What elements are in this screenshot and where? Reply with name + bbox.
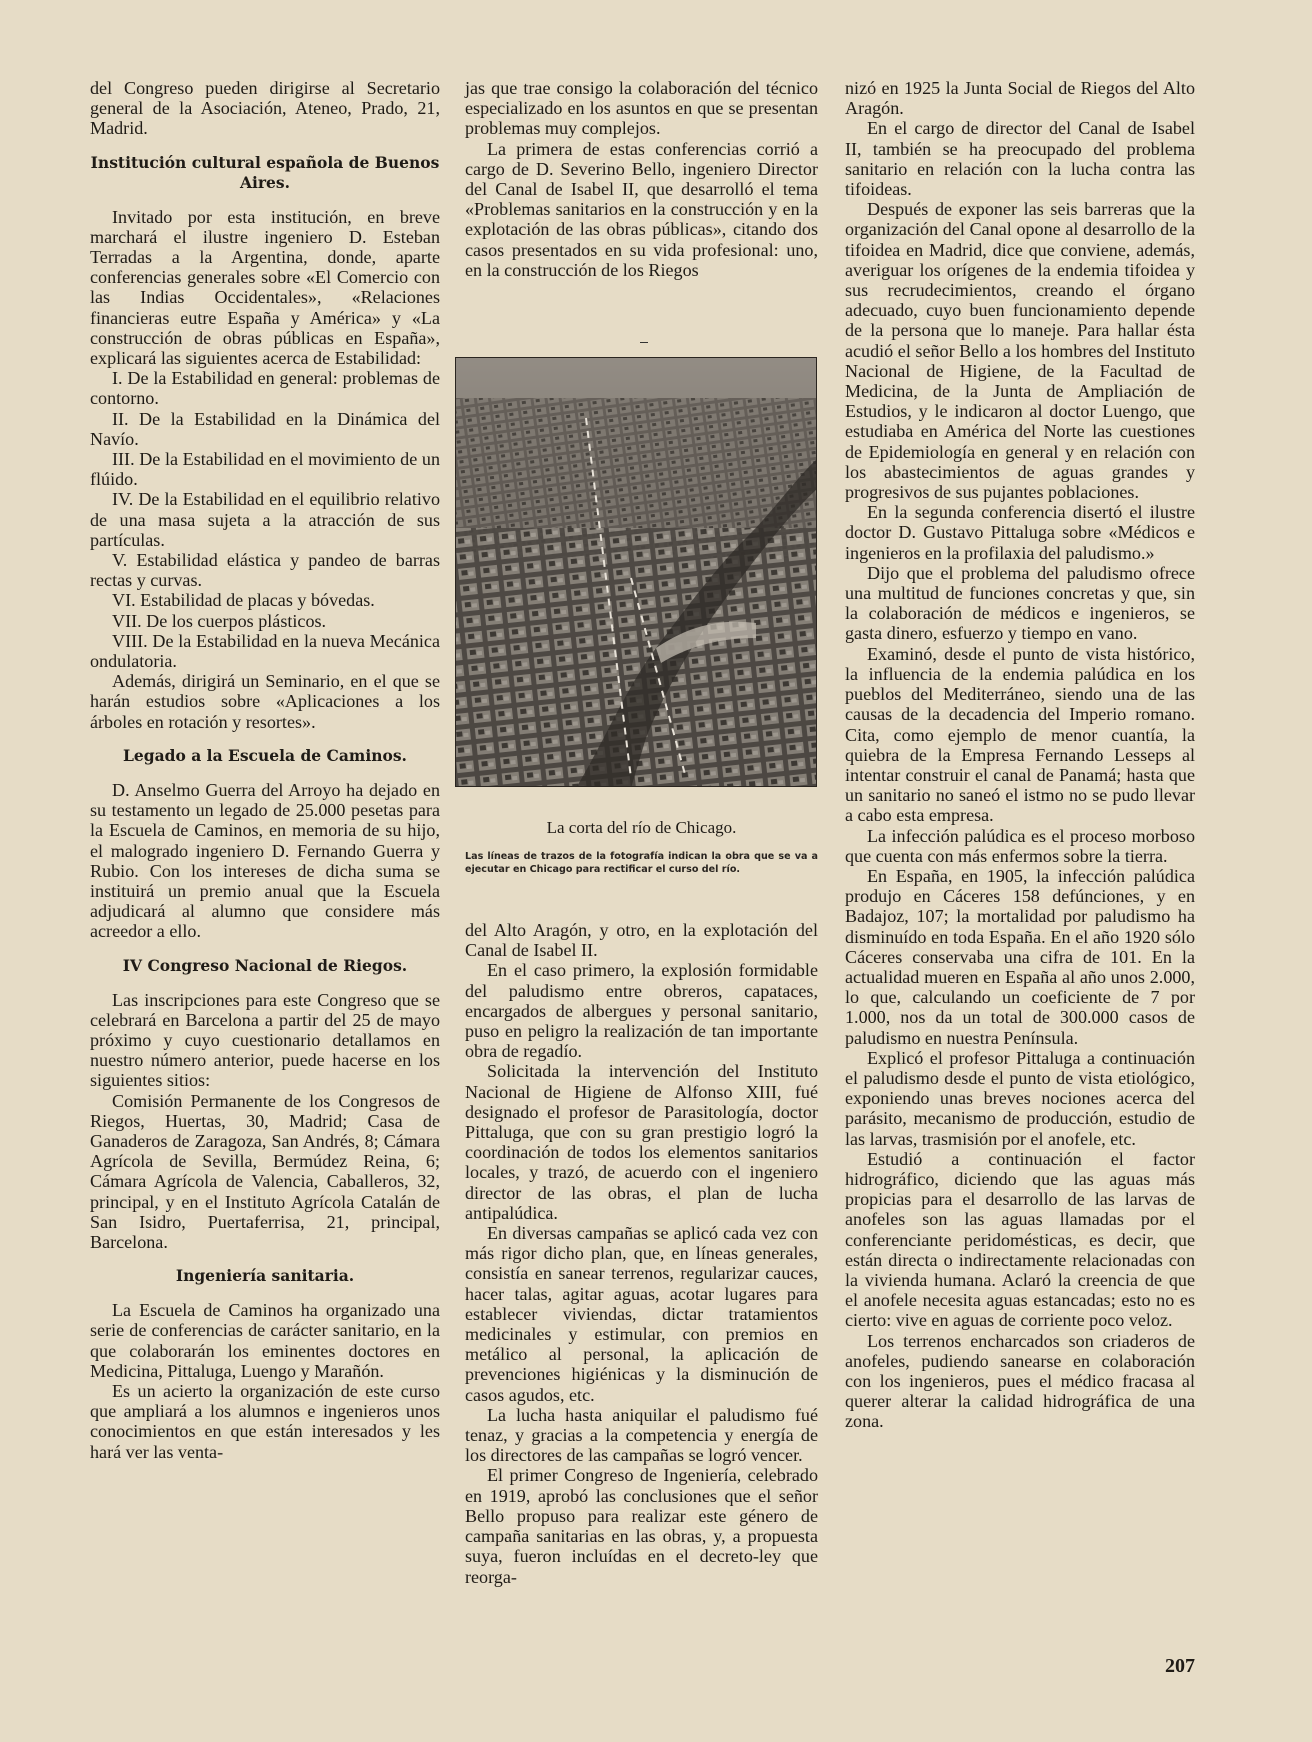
paragraph: Examinó, desde el punto de vista histórico, la influencia de la endemia palúdica en los pueblos del Mediterráneo, siendo una de las causas de la decadencia del Imperio romano. Cita, como ejemplo de menor cuantía, la quiebra de la Empresa Fernando Lesseps al intentar construir el canal de Panamá; hasta que un sanitario no saneó el istmo no se pudo llevar a cabo esta empresa. xyxy=(845,643,1195,826)
paragraph: Además, dirigirá un Seminario, en el que se harán estudios sobre «Aplicaciones a los árboles en rotación y resortes». xyxy=(90,671,440,732)
page-number: 207 xyxy=(1165,1655,1195,1677)
paragraph: Invitado por esta institución, en breve marchará el ilustre ingeniero D. Esteban Terradas a la Argentina, donde, aparte conferencias generales sobre «El Comercio con las Indias Occidentales», «Relaciones financieras eutre España y América» y «La construcción de obras públicas en España», explicará las siguientes acerca de Estabilidad: xyxy=(90,206,440,369)
list-item: VII. De los cuerpos plásticos. xyxy=(112,610,327,631)
paragraph: D. Anselmo Guerra del Arroyo ha dejado en su testamento un legado de 25.000 pesetas para la Escuela de Caminos, en memoria de su hijo, el malogrado ingeniero D. Fernando Guerra y Rubio. Con los intereses de dicha suma se instituirá un premio anual que la Escuela adjudicará al alumno que considere más acreedor a ello. xyxy=(90,779,440,942)
paragraph: En la segunda conferencia disertó el ilustre doctor D. Gustavo Pittaluga sobre «Médicos e ingenieros en la profilaxia del paludismo.» xyxy=(845,502,1195,563)
section-heading: Ingeniería sanitaria. xyxy=(175,1266,355,1286)
paragraph: Las inscripciones para este Congreso que se celebrará en Barcelona a partir del 25 de mayo próximo y cuyo cuestionario detallamos en nuestro número anterior, puede hacerse en los siguientes sitios: xyxy=(90,989,440,1091)
paragraph: jas que trae consigo la colaboración del técnico especializado en los asuntos en que se presentan problemas muy complejos. xyxy=(465,78,818,139)
paragraph: La primera de estas conferencias corrió a cargo de D. Severino Bello, ingeniero Director del Canal de Isabel II, que desarrolló el tema «Problemas sanitarios en la construcción y en la explotación de las obras públicas», citando dos casos presentados en su vida profesional: uno, en la construcción de los Riegos xyxy=(465,138,818,280)
paragraph: Después de exponer las seis barreras que la organización del Canal opone al desarrollo de la tifoidea en Madrid, dice que conviene, además, averiguar los orígenes de la endemia tifoidea y sus recrudecimientos, creando el órgano adecuado, cuyo buen funcionamiento depende de la persona que lo maneje. Para hallar ésta acudió el señor Bello a los hombres del Instituto Nacional de Higiene, de la Facultad de Medicina, de la Junta de Ampliación de Estudios, y le indicaron al doctor Luengo, que estudiaba en América del Norte las cuestiones de Epidemiología en general y en relación con los abastecimientos de aguas grandes y progresivos de sus pujantes poblaciones. xyxy=(845,199,1195,503)
column-2-continuation xyxy=(465,920,818,1587)
paragraph: En diversas campañas se aplicó cada vez con más rigor dicho plan, que, en líneas generales, consistía en sanear terrenos, regularizar cauces, hacer talas, agitar aguas, acotar lugares para establecer viviendas, dictar tratamientos medicinales y estimular, con premios en metálico al personal, la aplicación de prevenciones higiénicas y la disminución de casos agudos, etc. xyxy=(465,1223,818,1405)
column-1 xyxy=(90,78,440,1462)
list-item: I. De la Estabilidad en general: problemas de contorno. xyxy=(90,368,440,409)
section-heading: Institución cultural española de Buenos Aires. xyxy=(90,152,440,192)
paragraph: La Escuela de Caminos ha organizado una serie de conferencias de carácter sanitario, en la que colaborarán los eminentes doctores en Medicina, Pittaluga, Luengo y Marañón. xyxy=(90,1300,440,1381)
paragraph: En el caso primero, la explosión formidable del paludismo entre obreros, capataces, encargados de albergues y personal sanitario, puso en peligro la realización de tan importante obra de regadío. xyxy=(465,960,818,1062)
list-item: VIII. De la Estabilidad en la nueva Mecánica ondulatoria. xyxy=(90,630,440,672)
list-item: VI. Estabilidad de placas y bóvedas. xyxy=(112,590,375,611)
paragraph: nizó en 1925 la Junta Social de Riegos del Alto Aragón. xyxy=(845,78,1195,119)
paragraph: La infección palúdica es el proceso morboso que cuenta con más enfermos sobre la tierra. xyxy=(845,825,1195,866)
divider xyxy=(640,342,648,343)
paragraph: Explicó el profesor Pittaluga a continuación el paludismo desde el punto de vista etiológico, exponiendo unas breves nociones acerca del parásito, mecanismo de producción, estudio de las larvas, trasmisión por el anofele, etc. xyxy=(845,1047,1195,1149)
aerial-photo-illustration xyxy=(456,358,817,787)
paragraph: Estudió a continuación el factor hidrográfico, diciendo que las aguas más propicias para el desarrollo de las larvas de anofeles son las aguas llamadas por el conferenciante peridomésticas, es decir, que están directa o indirectamente relacionadas con la vivienda humana. Aclaró la creencia de que el anofele necesita aguas estancadas; esto no es cierto: vive en aguas de corriente poco veloz. xyxy=(845,1148,1195,1331)
photo-caption-title: La corta del río de Chicago. xyxy=(546,818,737,837)
column-3 xyxy=(845,78,1195,1432)
paragraph: del Congreso pueden dirigirse al Secretario general de la Asociación, Ateneo, Prado, 21, Madrid. xyxy=(90,78,440,139)
paragraph: Los terrenos encharcados son criaderos de anofeles, pudiendo sanearse en colaboración con los ingenieros, pues el médico fracasa al querer alterar la calidad hidrográfica de una zona. xyxy=(845,1330,1195,1432)
section-heading: Legado a la Escuela de Caminos. xyxy=(123,745,407,765)
paragraph: La lucha hasta aniquilar el paludismo fué tenaz, y gracias a la competencia y energía de los directores de las campañas se logró vencer. xyxy=(465,1404,818,1466)
list-item: V. Estabilidad elástica y pandeo de barras rectas y curvas. xyxy=(90,550,440,591)
paragraph: El primer Congreso de Ingeniería, celebrado en 1919, aprobó las conclusiones que el señor Bello propuso para realizar este género de campaña sanitarias en las obras, y, a propuesta suya, fueron incluídas en el decreto-ley que reorga- xyxy=(465,1465,818,1587)
paragraph: En España, en 1905, la infección palúdica produjo en Cáceres 158 defúnciones, y en Badajoz, 107; la mortalidad por paludismo ha disminuído en toda España. En el año 1920 sólo Cáceres conservaba una cifra de 101. En la actualidad mueren en España al año unos 2.000, lo que, calculando un coeficiente de 7 por 1.000, nos da un total de 300.000 casos de paludismo en nuestra Península. xyxy=(845,865,1195,1048)
paragraph: Dijo que el problema del paludismo ofrece una multitud de funciones concretas y que, sin la colaboración de médicos e ingenieros, se gasta dinero, esfuerzo y tiempo en vano. xyxy=(845,562,1195,644)
paragraph: del Alto Aragón, y otro, en la explotación del Canal de Isabel II. xyxy=(465,920,818,961)
photo-caption-body: Las líneas de trazos de la fotografía indican la obra que se va a ejecutar en Chicago para rectificar el curso del río. xyxy=(465,851,818,875)
paragraph: Solicitada la intervención del Instituto Nacional de Higiene de Alfonso XIII, fué designado el profesor de Parasitología, doctor Pittaluga, que con su gran prestigio logró la coordinación de todos los elementos sanitarios locales, y trazó, de acuerdo con el ingeniero director de las obras, el plan de lucha antipalúdica. xyxy=(465,1061,818,1223)
list-item: II. De la Estabilidad en la Dinámica del Navío. xyxy=(90,408,440,449)
paragraph: En el cargo de director del Canal de Isabel II, también se ha preocupado del problema sanitario en relación con la lucha contra las tifoideas. xyxy=(845,118,1195,200)
section-heading: IV Congreso Nacional de Riegos. xyxy=(122,955,408,975)
paragraph: Comisión Permanente de los Congresos de Riegos, Huertas, 30, Madrid; Casa de Ganaderos de Zaragoza, San Andrés, 8; Cámara Agrícola de Sevilla, Bermúdez Reina, 6; Cámara Agrícola de Valencia, Caballeros, 32, principal, y en el Instituto Agrícola Catalán de San Isidro, Puertaferrisa, 21, principal, Barcelona. xyxy=(90,1090,440,1252)
aerial-photo-chicago xyxy=(455,357,817,787)
list-item: III. De la Estabilidad en el movimiento de un flúido. xyxy=(90,449,440,490)
paragraph: Es un acierto la organización de este curso que ampliará a los alumnos e ingenieros unos conocimientos en que están interesados y les hará ver las venta- xyxy=(90,1380,440,1462)
list-item: IV. De la Estabilidad en el equilibrio relativo de una masa sujeta a la atracción de sus partículas. xyxy=(90,489,440,550)
